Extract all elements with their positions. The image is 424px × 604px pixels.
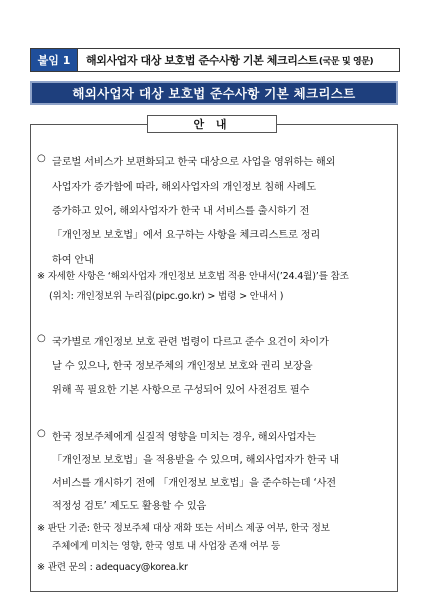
section-line: 「개인정보 보호법」에서 요구하는 사항을 체크리스트로 정리 bbox=[52, 230, 321, 241]
section-line: 적정성 검토’ 제도도 활용할 수 있음 bbox=[52, 501, 207, 512]
header-subtitle: (국문 및 영문) bbox=[318, 56, 374, 67]
header-title-text: 해외사업자 대상 보호법 준수사항 기본 체크리스트 bbox=[86, 54, 318, 67]
section-line: 서비스를 개시하기 전에 「개인정보 보호법」을 준수하는데 ‘사전 bbox=[52, 478, 336, 489]
attachment-header bbox=[30, 48, 400, 72]
section-line: 증가하고 있어, 해외사업자가 한국 내 서비스를 출시하기 전 bbox=[52, 206, 310, 217]
section-line: 한국 정보주체에게 실질적 영향을 미치는 경우, 해외사업자는 bbox=[52, 432, 316, 443]
circle-bullet-icon: ○ bbox=[37, 333, 46, 344]
reference-location-note: (위치: 개인정보위 누리집(pipc.go.kr) > 법령 > 안내서 ) bbox=[49, 291, 284, 302]
circle-bullet-icon: ○ bbox=[37, 428, 46, 439]
header-title bbox=[78, 49, 373, 71]
guide-tab: 안 내 bbox=[147, 115, 277, 133]
section-line: 글로벌 서비스가 보편화되고 한국 대상으로 사업을 영위하는 해외 bbox=[52, 157, 336, 168]
section-line: 위해 꼭 필요한 기본 사항으로 구성되어 있어 사전검토 필수 bbox=[52, 385, 310, 396]
attachment-badge: 붙임 1 bbox=[31, 49, 78, 71]
section-line: 「개인정보 보호법」을 적용받을 수 있으며, 해외사업자가 한국 내 bbox=[52, 455, 340, 466]
section-line: 사업자가 증가함에 따라, 해외사업자의 개인정보 침해 사례도 bbox=[52, 182, 316, 193]
section-line: 날 수 있으나, 한국 정보주체의 개인정보 보호와 권리 보장을 bbox=[52, 361, 313, 372]
section-line: 국가별로 개인정보 보호 관련 법령이 다르고 준수 요건이 차이가 bbox=[52, 337, 329, 348]
contact-note: ※ 관련 문의 : adequacy@korea.kr bbox=[37, 562, 188, 573]
section-line: 하여 안내 bbox=[52, 255, 94, 266]
criteria-note-continued: 주체에게 미치는 영향, 한국 영토 내 사업장 존재 여부 등 bbox=[52, 541, 280, 552]
criteria-note: ※ 판단 기준: 한국 정보주체 대상 재화 또는 서비스 제공 여부, 한국 정보 bbox=[37, 523, 330, 534]
circle-bullet-icon: ○ bbox=[37, 153, 46, 164]
reference-note: ※ 자세한 사항은 ‘해외사업자 개인정보 보호법 적용 안내서(’24.4월)’를 참조 bbox=[37, 271, 349, 282]
checklist-banner: 해외사업자 대상 보호법 준수사항 기본 체크리스트 bbox=[30, 81, 398, 105]
